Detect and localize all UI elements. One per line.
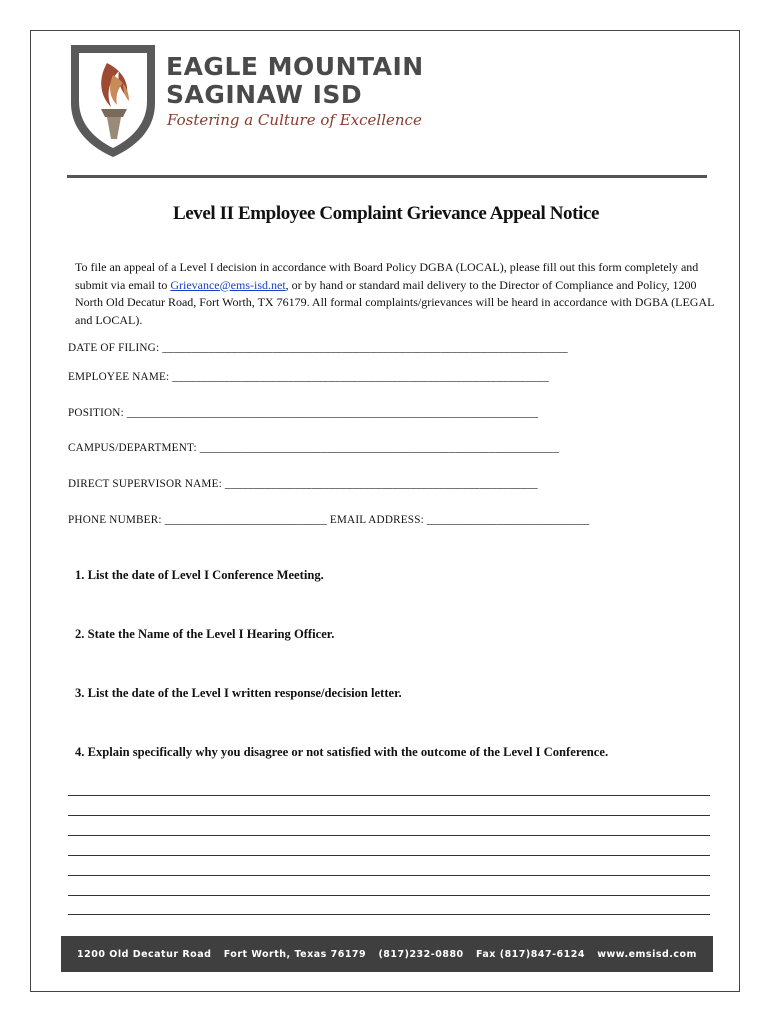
org-name-line1: EAGLE MOUNTAIN [166,52,424,81]
intro-paragraph [75,259,715,329]
answer-line[interactable] [68,895,710,896]
answer-line[interactable] [68,795,710,796]
form-title: Level II Employee Complaint Grievance Appeal Notice [172,203,600,224]
footer-contact-bar [61,936,713,972]
answer-line[interactable] [68,875,710,876]
position-field[interactable]: POSITION: _______________________________________________________________________ [68,407,539,419]
question-2: 2. State the Name of the Level I Hearing Officer. [75,627,335,641]
question-3: 3. List the date of the Level I written response/decision letter. [75,686,402,700]
intro-text-end: , or by hand or standard mail delivery to the Director of Compliance and Policy, 1200 North Old Decatur Road, Fort Worth, TX 76179. All formal complaints/grievances will be heard in accordance with DGBA (LEGAL and LOCAL). [75,277,714,327]
footer-phone: (817)232-0880 [378,948,464,960]
footer-city: Fort Worth, Texas 76179 [223,948,367,960]
date-of-filing-field[interactable]: DATE OF FILING: ______________________________________________________________________ [68,342,568,354]
intro-text-start: To file an appeal of a Level I decision in accordance with Board Policy DGBA (LOCAL), please fill out this form completely and submit via email to [75,260,699,292]
answer-line[interactable] [68,835,710,836]
campus-department-field[interactable]: CAMPUS/DEPARTMENT: ______________________________________________________________ [68,442,559,454]
answer-line[interactable] [68,914,710,915]
grievance-email-link[interactable]: Grievance@ems-isd.net [170,277,286,292]
answer-line[interactable] [68,815,710,816]
footer-address: 1200 Old Decatur Road [77,948,212,960]
form-page [30,30,740,992]
direct-supervisor-name-field[interactable]: DIRECT SUPERVISOR NAME: ______________________________________________________ [68,478,538,490]
header-divider [67,175,707,178]
org-name-line2: SAGINAW ISD [166,80,363,109]
torch-shield-logo-icon [67,41,159,159]
org-tagline: Fostering a Culture of Excellence [167,111,422,129]
question-4: 4. Explain specifically why you disagree or not satisfied with the outcome of the Level I Conference. [75,745,609,759]
footer-website: www.emsisd.com [597,948,697,960]
footer-fax: Fax (817)847-6124 [475,948,585,960]
question-1: 1. List the date of Level I Conference Meeting. [75,568,324,582]
phone-email-field[interactable]: PHONE NUMBER: ____________________________ EMAIL ADDRESS: ____________________________ [68,514,590,526]
employee-name-field[interactable]: EMPLOYEE NAME: _________________________________________________________________ [68,371,549,383]
answer-line[interactable] [68,855,710,856]
